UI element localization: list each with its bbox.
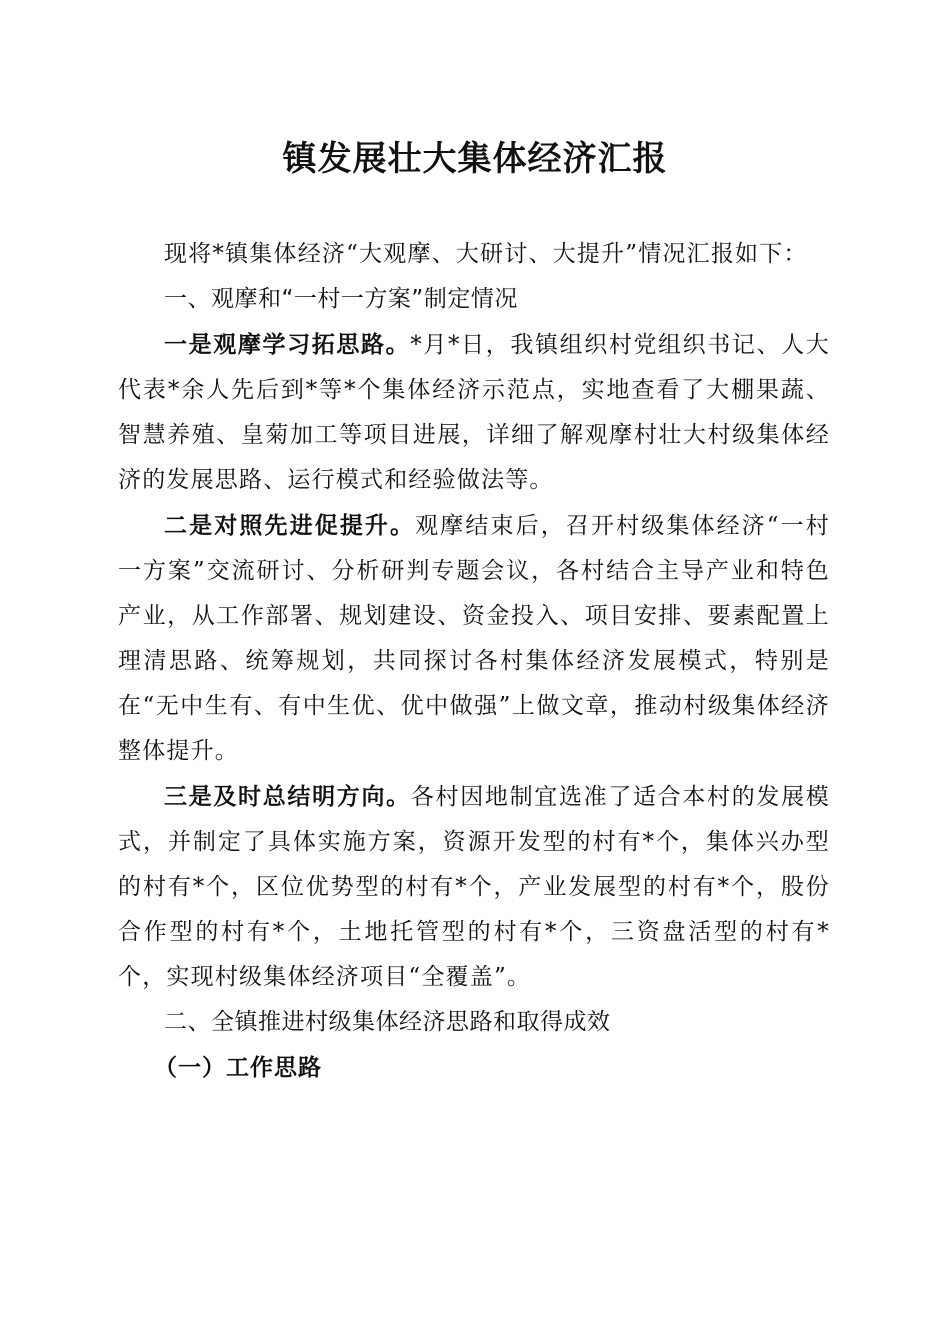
document-body bbox=[118, 232, 830, 1090]
section-2-heading: 二、全镇推进村级集体经济思路和取得成效 bbox=[164, 1009, 611, 1035]
paragraph-2-lead: 二是对照先进促提升。 bbox=[164, 512, 416, 539]
section-1-heading: 一、观摩和“一村一方案”制定情况 bbox=[164, 286, 518, 312]
paragraph-1-text: *月*日，我镇组织村党组织书记、人大代表*余人先后到*等*个集体经济示范点，实地查看了大棚果蔬、智慧养殖、皇菊加工等项目进展，详细了解观摩村壮大村级集体经济的发展思路、运行模式和经验做法等。 bbox=[118, 332, 830, 493]
section-1-paragraph-1 bbox=[118, 322, 830, 503]
paragraph-1-lead: 一是观摩学习拓思路。 bbox=[164, 331, 411, 358]
section-1-paragraph-3 bbox=[118, 774, 830, 1000]
paragraph-3-lead: 三是及时总结明方向。 bbox=[164, 783, 411, 810]
document-title: 镇发展壮大集体经济汇报 bbox=[282, 139, 668, 179]
intro-paragraph: 现将*镇集体经济“大观摩、大研讨、大提升”情况汇报如下： bbox=[164, 241, 808, 267]
paragraph-2-text: 观摩结束后，召开村级集体经济“一村一方案”交流研讨、分析研判专题会议，各村结合主导产业和特色产业，从工作部署、规划建设、资金投入、项目安排、要素配置上理清思路、统筹规划，共同探讨各村集体经济发展模式，特别是在“无中生有、有中生优、优中做强”上做文章，推动村级集体经济整体提升。 bbox=[118, 513, 830, 764]
section-2-subheading-1: （一）工作思路 bbox=[154, 1054, 322, 1081]
section-1-paragraph-2 bbox=[118, 503, 830, 774]
paragraph-3-text: 各村因地制宜选准了适合本村的发展模式，并制定了具体实施方案，资源开发型的村有*个，集体兴办型的村有*个，区位优势型的村有*个，产业发展型的村有*个，股份合作型的村有*个，土地托管型的村有*个，三资盘活型的村有*个，实现村级集体经济项目“全覆盖”。 bbox=[118, 784, 830, 990]
